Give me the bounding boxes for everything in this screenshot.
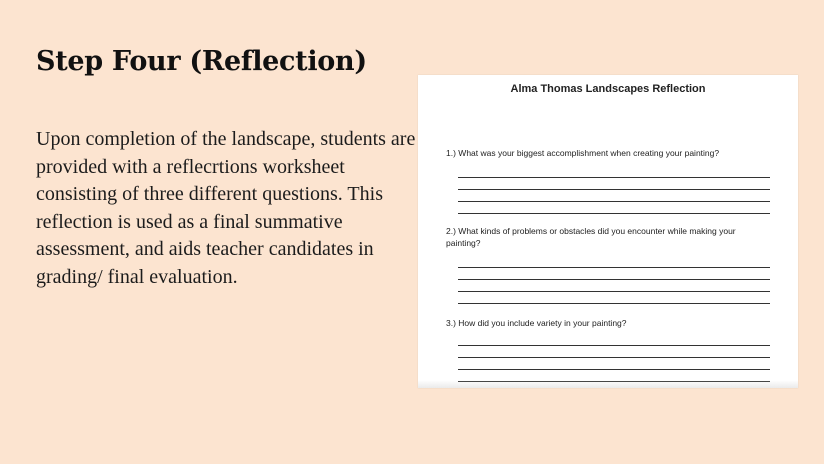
slide-body-text: Upon completion of the landscape, students are provided with a reflecrtions worksheet consisting of three different questions. This reflection is used as a final summative assessment, and aids teacher candidates in grading/ final evaluation.	[36, 128, 416, 288]
worksheet-image	[418, 75, 798, 388]
slide-title: Step Four (Reflection)	[36, 46, 367, 77]
answer-line	[458, 213, 770, 214]
answer-line	[458, 357, 770, 358]
answer-line	[458, 369, 770, 370]
worksheet-question-1	[446, 147, 776, 159]
worksheet-question-2	[446, 225, 766, 249]
answer-line	[458, 291, 770, 292]
worksheet-title: Alma Thomas Landscapes Reflection	[510, 83, 706, 95]
question-text: What kinds of problems or obstacles did you encounter while making your painting?	[446, 226, 736, 248]
question-text: How did you include variety in your painting?	[458, 318, 627, 328]
answer-line	[458, 267, 770, 268]
worksheet-edge-shadow	[418, 380, 798, 388]
answer-line	[458, 201, 770, 202]
answer-line	[458, 303, 770, 304]
question-number: 3.)	[446, 318, 456, 328]
question-number: 1.)	[446, 148, 456, 158]
answer-line	[458, 177, 770, 178]
worksheet-question-3	[446, 317, 776, 329]
answer-line	[458, 345, 770, 346]
answer-line	[458, 279, 770, 280]
question-number: 2.)	[446, 226, 456, 236]
answer-line	[458, 189, 770, 190]
question-text: What was your biggest accomplishment when creating your painting?	[458, 148, 720, 158]
